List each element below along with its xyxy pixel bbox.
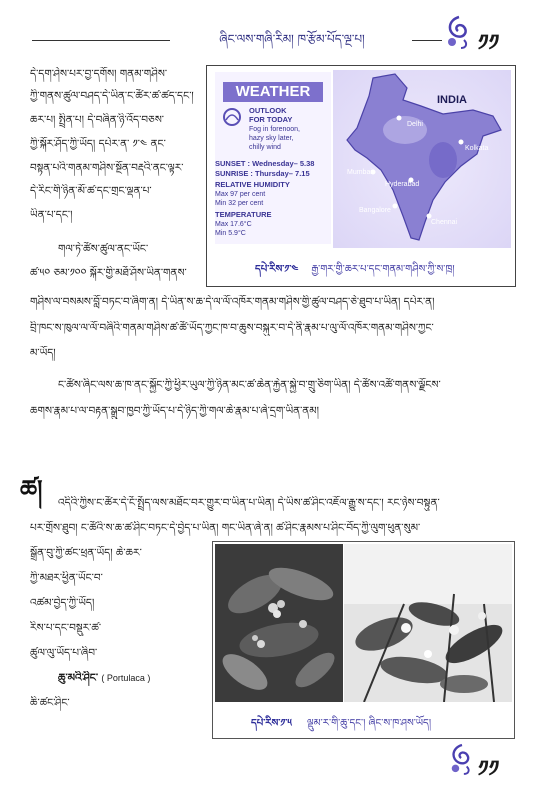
map-city-label: Hyderabad — [385, 181, 420, 188]
map-country-label: INDIA — [437, 94, 467, 106]
sunrise: SUNRISE : Thursday– 7.15 — [215, 169, 310, 178]
portulaca-latin: ( Portulaca ) — [101, 673, 151, 683]
humidity-max: Max 97 per cent — [215, 191, 266, 198]
body-line: དེ་རིང་གི་ཉིན་མོ་ཚ་དང་གྲང་ལྡན་པ་ — [30, 185, 152, 197]
body-line: ཀྱི་སྐོར་ཤོད་ཀྱི་ཡོད། དཔེར་ན་ ༡་༤ ནང་ — [30, 138, 166, 150]
body-line: ཆི་ཚང་ཤིང་ — [30, 697, 70, 709]
figure-caption-text: རྒྱ་གར་གྱི་ཆར་པ་དང་གནམ་གཤིས་ཀྱི་ས་ཁྲ། — [311, 264, 455, 275]
figure-caption-text: ལྡུམ་ར་གི་ཆུ་དང་། ཞིང་ས་ཁ་ཤས་ཡོད། — [306, 718, 432, 729]
header-rule-left — [32, 40, 170, 41]
temperature-min: Min 5.9°C — [215, 230, 246, 237]
city-marker — [397, 116, 402, 121]
portulaca-term — [58, 671, 208, 686]
body-line: རིས་པ་དང་བསྡུར་ཚ་ — [30, 622, 102, 634]
city-marker — [393, 204, 398, 209]
weather-emblem-icon — [221, 106, 243, 128]
weather-title: WEATHER — [223, 82, 323, 102]
body-line: འདིའི་ཀྱིས་ང་ཚོར་དེ་ངོ་སྤྲོད་ལས་མཐོང་བར་གྱུར་བ་ཡིན་པ་ཡིན། དེ་ཡིས་ཚ་ཤིང་འཇོལ་རྒྱུ་ས་དང་། རང་ཉེས་བསྟུན་ — [58, 497, 440, 509]
plants-photo-figure — [212, 541, 515, 739]
sunset: SUNSET : Wednesday– 5.38 — [215, 159, 315, 168]
body-line: དེ་དག་ཤེས་པར་བྱ་དགོས། གནམ་གཤིས་ — [30, 68, 168, 80]
body-line: ཆགས་རྣམ་པ་ལ་བརྟན་སྒྲུབ་ཁྱབ་ཀྱི་ཡོད་པ་དེ་ཉིད་ཀྱི་གལ་ཆེ་རྣམ་པ་ཞེ་དྲག་ཡིན་ནམ། — [30, 405, 320, 417]
running-title: ཞིང་ལས་གཞི་རིམ། ཁ་རྩོམ་པོད་ལྔ་པ། — [219, 32, 365, 46]
humidity-min: Min 32 per cent — [215, 200, 264, 207]
outlook-label-2: FOR TODAY — [249, 115, 293, 124]
body-line: ཆར་པ། སྤྲིན་པ། དེ་བཞིན་ཉི་འོད་བཅས་ — [30, 114, 164, 126]
shrub-photo — [344, 544, 512, 702]
body-line: སྒྲོན་བུ་ཀྱི་ཚང་ཕྲན་ཡོད། ཆེ་ཆར་ — [30, 547, 142, 559]
outlook-text: Fog in forenoon, — [249, 126, 300, 133]
outlook-label: OUTLOOK — [249, 106, 287, 115]
body-line: བསྟན་པའི་གནམ་གཤིས་སྔོན་བརྡའི་ནང་ལྟར་ — [30, 162, 184, 174]
outlook-text: chilly wind — [249, 144, 281, 151]
map-city-label: Mumbai — [347, 169, 372, 176]
body-line: ཀྱི་མཐར་ཕྱིན་ཡོང་བ་ — [30, 572, 103, 584]
portulaca-photo — [215, 544, 343, 702]
map-city-label: Chennai — [431, 219, 458, 226]
page-number-top: ༡༡ — [478, 31, 500, 56]
map-city-label: Bangalore — [359, 207, 391, 214]
india-map — [333, 70, 511, 248]
body-line: ཡིན་པ་དང་། — [30, 209, 73, 221]
header-rule-right — [412, 40, 442, 41]
city-marker — [459, 140, 464, 145]
body-line: མ་ཡོད། — [30, 347, 56, 359]
body-line: ཚུལ་ལུ་ཡོད་པ་ཞིབ་ — [30, 647, 98, 659]
body-line: འཚམ་བྱེད་ཀྱི་ཡོད། — [30, 597, 95, 609]
body-line: གཤིས་ལ་བསམས་བློ་བཏང་བ་ཞིག་ན། དེ་ཡིན་ས་ཆ་དེ་ལ་ལོ་འཁོར་གནམ་གཤིས་གྱི་ཚུལ་བཤད་ཅེ་ཐུབ་པ་ཡིན། དཔེར་ན། — [30, 296, 435, 308]
figure-number: དཔེ་རིས་༡་༥ — [251, 718, 292, 729]
body-line: བྲི་ཁང་ས་ཁུལ་ལ་ལོ་བཞིའི་གནམ་གཤིས་ཚ་ཚོ་ཡོད་ཀྱང་ཁ་བ་ཆུས་བསྐུར་བ་དེ་ནི་རྣམ་པ་ལུ་ལོ་འཁོར་གནམ་གཤིས་ཀྱང་ — [30, 322, 434, 334]
temperature-label: TEMPERATURE — [215, 210, 272, 219]
ornament-icon — [448, 742, 476, 776]
body-line: པར་གྲོས་ཐུབ། ང་ཚོའི་ས་ཆ་ཚ་ཤིང་བཏང་དེ་བྱེད་པ་ཡིན། གང་ཡིན་ཞེ་ན། ཚ་ཤིང་རྣམས་པ་ཤིང་བོད་ཀྱི་ལུག་ཕུན་སུམ་ — [30, 522, 421, 534]
body-line: ང་ཚོས་ཞིང་ལས་ཆ་ཁ་ནང་སྐྱོང་ཀྱི་ཕྱིར་ཡུལ་ཀྱི་ཉིན་མང་ཚ་ཆེན་རྐྱེན་སྐྱེ་བ་གྲུ་ཅིག་ཡིན། དེ་ཚོས་འཚོ་གནས་ལྗོངས་ — [58, 379, 441, 391]
figure-caption — [255, 258, 455, 286]
body-line: གལ་ཏེ་ཚོས་ཚུལ་ནང་ཡོང་ — [58, 243, 149, 255]
figure-number: དཔེ་རིས་༡་༤ — [255, 264, 299, 275]
map-city-label: Delhi — [407, 121, 423, 128]
map-city-label: Kolkata — [465, 145, 489, 152]
humidity-label: RELATIVE HUMIDITY — [215, 180, 290, 189]
page-number-bottom: ༡༡ — [478, 757, 500, 782]
weather-map-figure — [206, 65, 516, 287]
ornament-icon — [444, 14, 474, 50]
portulaca-label: ཆུ་མའི་ཤིང་ — [58, 672, 99, 684]
weather-panel — [215, 72, 331, 244]
section-heading: ཚ། — [20, 475, 43, 503]
figure-caption — [251, 712, 431, 740]
temperature-max: Max 17.6°C — [215, 221, 252, 228]
body-line: ཚ་༥༠ ཅམ་༡༠༠ སྐོར་གྱི་མཐོ་ཤོས་ཡིན་གནས་ — [30, 267, 187, 279]
outlook-text: hazy sky later, — [249, 135, 294, 142]
body-line: ཀྱི་གནས་ཚུལ་བཤད་དེ་ཡིན་ང་ཚོར་ཚ་ཚད་དང་། — [30, 90, 194, 102]
